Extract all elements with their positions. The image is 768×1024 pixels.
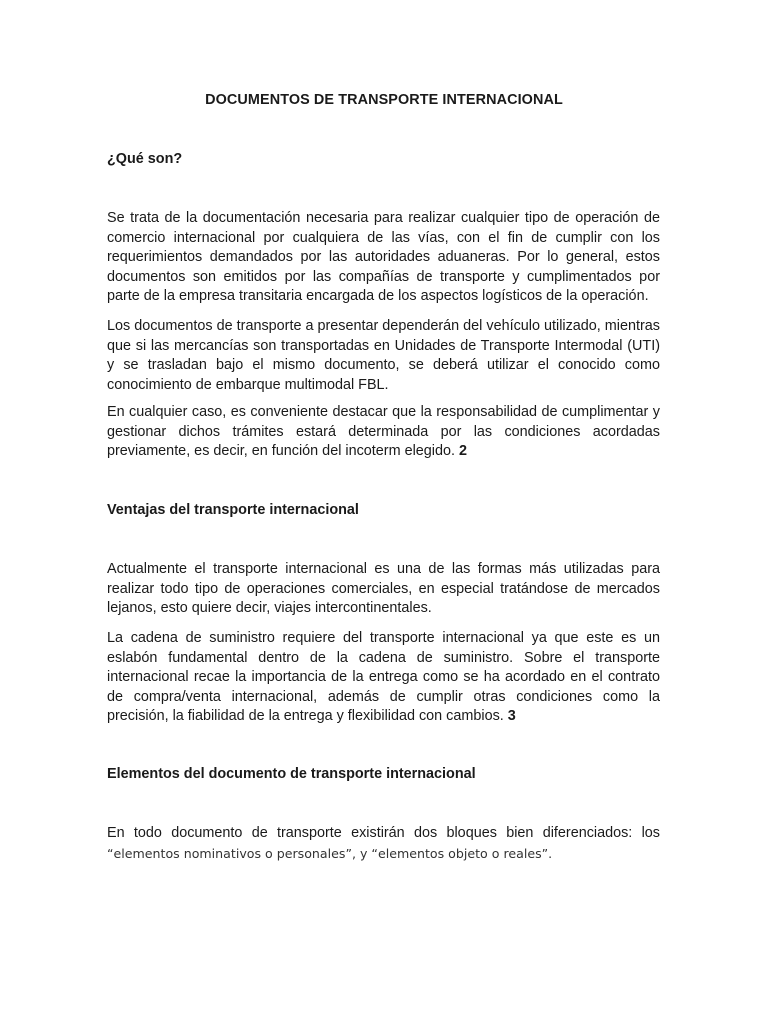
footnote-reference: 3 xyxy=(507,708,516,724)
paragraph xyxy=(107,317,660,395)
paragraph-text: Los documentos de transporte a presentar dependerán del vehículo utilizado, mientras que si las mercancías son transportadas en Unidades de Transporte Intermodal (UTI) y se trasladan bajo el mismo documento, se deberá utilizar el conocido como conocimiento de embarque multimodal FBL. xyxy=(107,318,660,393)
paragraph xyxy=(107,560,660,619)
paragraph xyxy=(107,824,660,864)
section-heading-que-son: ¿Qué son? xyxy=(107,151,183,167)
document-title: DOCUMENTOS DE TRANSPORTE INTERNACIONAL xyxy=(205,92,563,108)
paragraph-text: Actualmente el transporte internacional es una de las formas más utilizadas para realizar todo tipo de operaciones comerciales, en especial tratándose de mercados lejanos, esto quiere decir, viajes intercontinentales. xyxy=(107,561,660,616)
paragraph xyxy=(107,209,660,307)
paragraph xyxy=(107,629,660,727)
section-heading-ventajas: Ventajas del transporte internacional xyxy=(107,502,359,518)
footnote-reference: 2 xyxy=(458,443,467,459)
paragraph-text-alt-font: “elementos nominativos o personales”, y “elementos objeto o reales”. xyxy=(107,845,553,861)
paragraph-text: En cualquier caso, es conveniente destacar que la responsabilidad de cumplimentar y gestionar dichos trámites estará determinada por las condiciones acordadas previamente, es decir, en función del incoterm elegido. xyxy=(107,404,660,459)
paragraph-text: Se trata de la documentación necesaria para realizar cualquier tipo de operación de comercio internacional por cualquiera de las vías, con el fin de cumplir con los requerimientos demandados por las autoridades aduaneras. Por lo general, estos documentos son emitidos por las compañías de transporte y cumplimentados por parte de la empresa transitaria encargada de los aspectos logísticos de la operación. xyxy=(107,210,660,304)
paragraph xyxy=(107,403,660,462)
section-heading-elementos: Elementos del documento de transporte internacional xyxy=(107,766,476,782)
paragraph-text: La cadena de suministro requiere del transporte internacional ya que este es un eslabón fundamental dentro de la cadena de suministro. Sobre el transporte internacional recae la importancia de la entrega como se ha acordado en el contrato de compra/venta internacional, además de cumplir otras condiciones como la precisión, la fiabilidad de la entrega y flexibilidad con cambios. xyxy=(107,630,660,724)
paragraph-text: En todo documento de transporte existirán dos bloques bien diferenciados: los xyxy=(107,825,660,841)
